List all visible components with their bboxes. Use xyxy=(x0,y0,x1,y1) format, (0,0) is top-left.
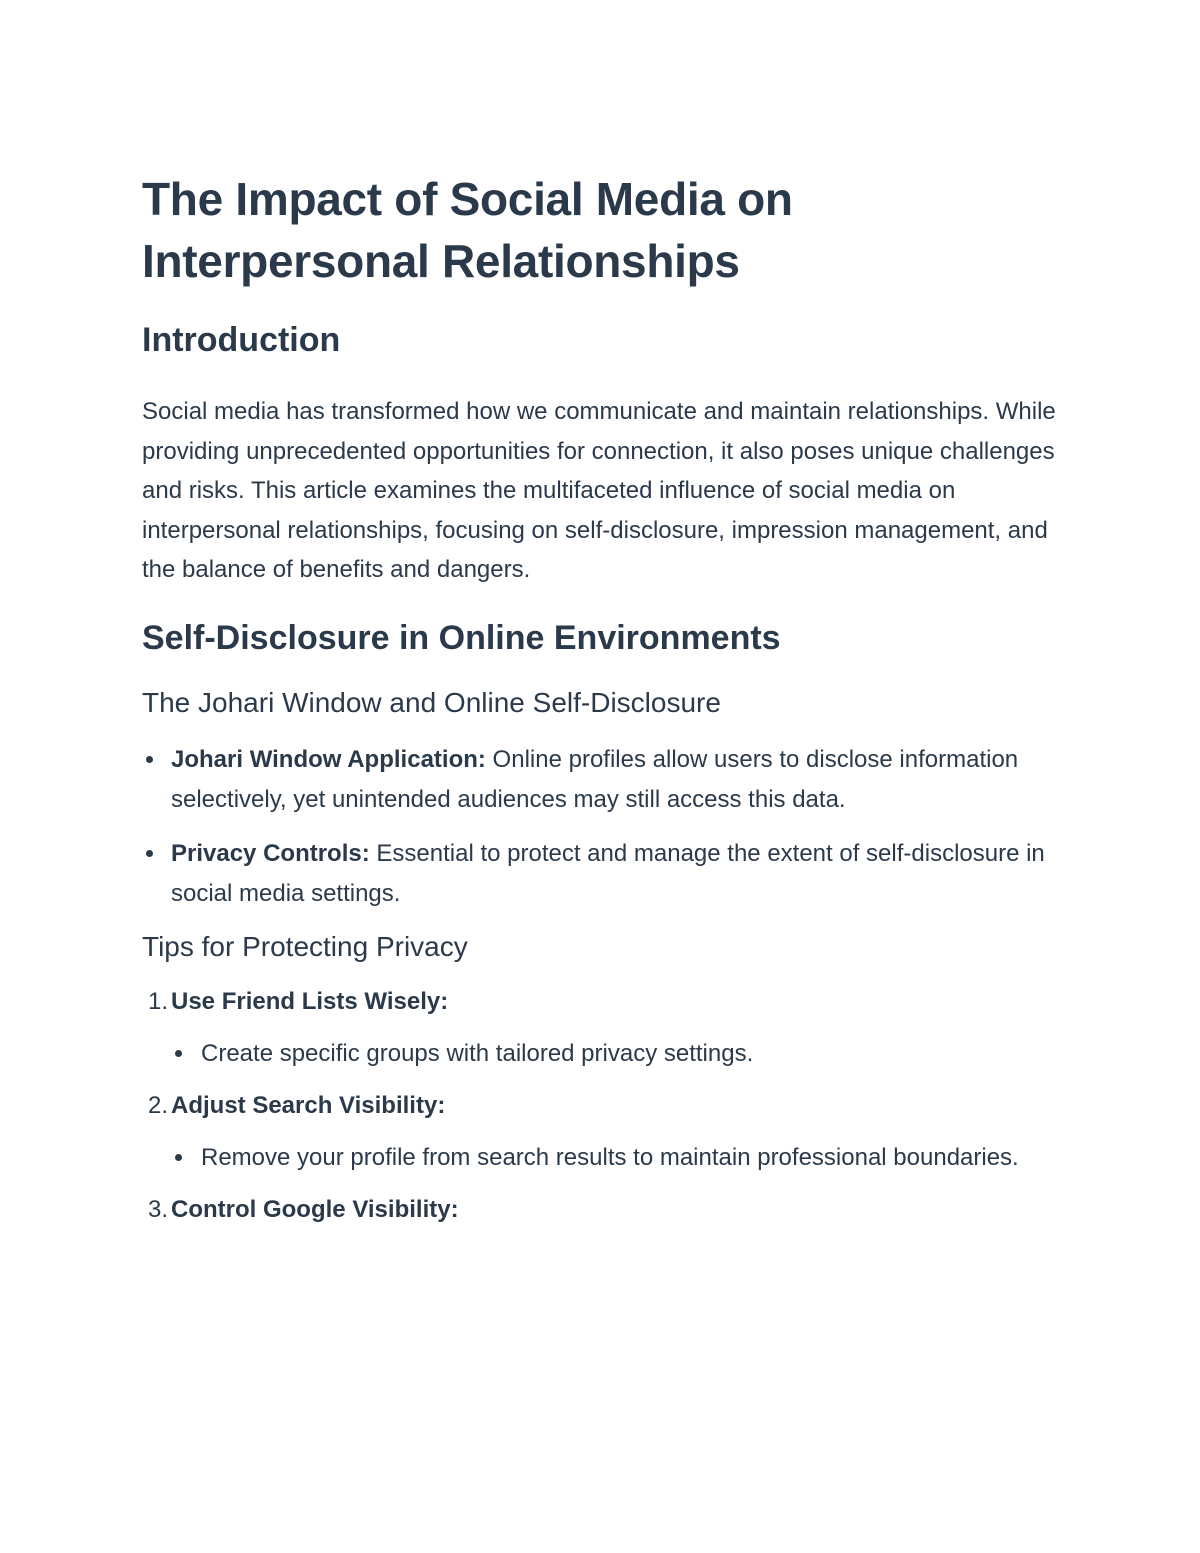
self-disclosure-heading: Self-Disclosure in Online Environments xyxy=(142,618,781,657)
sub-list-item-text: Create specific groups with tailored privacy settings. xyxy=(201,1039,754,1067)
list-item-term: Use Friend Lists Wisely xyxy=(171,987,441,1015)
bullet-icon xyxy=(175,1050,182,1057)
privacy-tips-heading: Tips for Protecting Privacy xyxy=(142,930,468,962)
bullet-icon xyxy=(146,850,153,857)
list-item: 1. Use Friend Lists Wisely: Create specific groups with tailored privacy settings. xyxy=(142,982,1062,1074)
list-item-text: Essential to protect and manage the extent of self-disclosure in social media settings. xyxy=(171,839,1045,907)
list-item-text: Online profiles allow users to disclose information selectively, yet unintended audiences may still access this data. xyxy=(171,745,1019,813)
johari-window-heading: The Johari Window and Online Self-Disclosure xyxy=(142,686,721,718)
bullet-icon xyxy=(175,1154,182,1161)
list-item: 2. Adjust Search Visibility: Remove your profile from search results to maintain professional boundaries. xyxy=(142,1086,1062,1178)
list-item: 3. Control Google Visibility: xyxy=(142,1190,1062,1230)
privacy-tips-list xyxy=(142,982,1062,1230)
list-item-term: Adjust Search Visibility xyxy=(171,1091,438,1119)
introduction-heading: Introduction xyxy=(142,321,341,359)
sub-list xyxy=(171,1034,1062,1074)
list-item-term: Control Google Visibility xyxy=(171,1195,451,1223)
list-item-term: Johari Window Application xyxy=(171,745,478,773)
list-item-term: Privacy Controls xyxy=(171,839,362,867)
sub-list-item-text: Remove your profile from search results to maintain professional boundaries. xyxy=(201,1143,1019,1171)
introduction-paragraph: Social media has transformed how we communicate and maintain relationships. While providing unprecedented opportunities for connection, it also poses unique challenges and risks. This article examines the multifaceted influence of social media on interpersonal relationships, focusing on self-disclosure, impression management, and the balance of benefits and dangers. xyxy=(142,398,1056,583)
list-item-number: 3. xyxy=(147,1195,168,1223)
sub-list-item xyxy=(171,1034,1062,1074)
document-title: The Impact of Social Media on Interpersonal Relationships xyxy=(142,173,793,287)
list-item-number: 2. xyxy=(147,1091,168,1119)
document-page xyxy=(142,168,1062,1230)
bullet-icon xyxy=(146,756,153,763)
johari-bullet-list xyxy=(142,740,1062,914)
list-item-number: 1. xyxy=(147,987,168,1015)
sub-list xyxy=(171,1138,1062,1178)
list-item: Johari Window Application: Online profiles allow users to disclose information selectively, yet unintended audiences may still access this data. xyxy=(142,740,1062,820)
sub-list-item xyxy=(171,1138,1062,1178)
list-item: Privacy Controls: Essential to protect and manage the extent of self-disclosure in social media settings. xyxy=(142,834,1062,914)
